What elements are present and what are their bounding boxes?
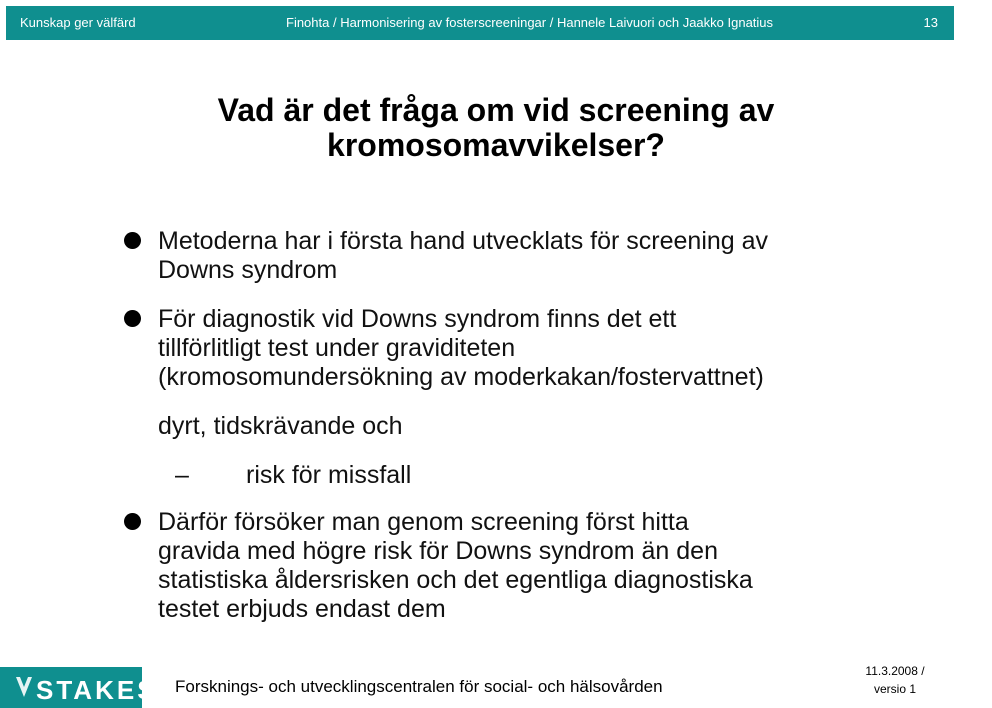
bullet-dot-icon [124, 310, 141, 327]
logo-text: STAKES [36, 675, 158, 705]
dash-item-text: risk för missfall [246, 461, 412, 489]
bullet-line: testet erbjuds endast dem [158, 595, 446, 623]
slide-title-line: kromosomavvikelser? [327, 127, 665, 163]
sub-bullet-text: dyrt, tidskrävande och [158, 412, 403, 440]
bullet-line: Därför försöker man genom screening först hitta [158, 508, 689, 536]
bullet-item [124, 508, 944, 624]
footer-organization: Forsknings- och utvecklingscentralen för social- och hälsovården [175, 677, 663, 696]
footer-date-line: 11.3.2008 / [865, 664, 925, 678]
bullet-line: Downs syndrom [158, 256, 338, 284]
slide-title-line: Vad är det fråga om vid screening av [217, 92, 775, 128]
slide-number: 13 [923, 15, 938, 30]
stakes-logo [0, 667, 158, 708]
bullet-line: Metoderna har i första hand utvecklats för screening av [158, 227, 769, 255]
bullet-line: tillförlitligt test under graviditeten [158, 334, 516, 362]
bullet-line: statistiska åldersrisken och det egentliga diagnostiska [158, 566, 753, 594]
bullet-dot-icon [124, 513, 141, 530]
bullet-line: För diagnostik vid Downs syndrom finns det ett [158, 305, 677, 333]
slide-body [124, 227, 944, 624]
footer-date [850, 662, 940, 698]
header-bar [6, 6, 954, 40]
slide-title [0, 93, 992, 163]
bullet-dot-icon [124, 232, 141, 249]
bullet-item [124, 305, 944, 392]
dash-icon: – [175, 461, 189, 489]
bullet-item [124, 227, 944, 285]
bullet-line: (kromosomundersökning av moderkakan/fostervattnet) [158, 363, 764, 391]
header-slogan: Kunskap ger välfärd [20, 15, 136, 30]
footer-version-line: versio 1 [873, 682, 917, 696]
header-presentation-info: Finohta / Harmonisering av fosterscreeningar / Hannele Laivuori och Jaakko Ignatius [286, 15, 774, 30]
bullet-line: gravida med högre risk för Downs syndrom än den [158, 537, 718, 565]
dash-item [124, 461, 944, 490]
